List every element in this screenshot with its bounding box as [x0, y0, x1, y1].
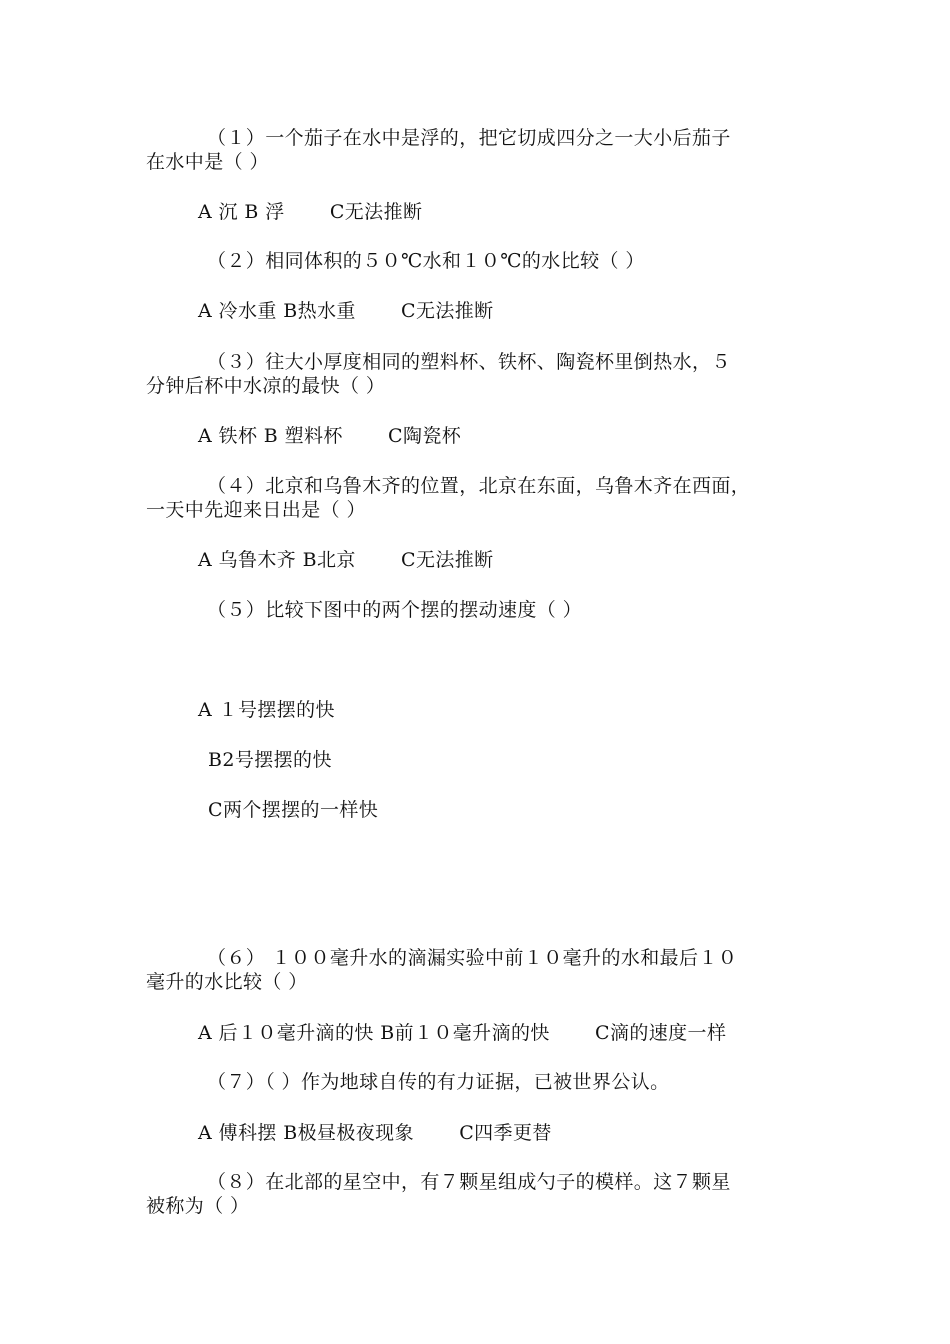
question-2-options: A 冷水重 B热水重 C无法推断 — [198, 300, 494, 322]
question-5-option-b: B2号摆摆的快 — [208, 749, 332, 771]
question-3-options: A 铁杯 B 塑料杯 C陶瓷杯 — [198, 425, 462, 447]
question-5-option-a: A １号摆摆的快 — [198, 699, 335, 721]
question-5-option-c: C两个摆摆的一样快 — [208, 799, 379, 821]
question-3-text-line-1: （３）往大小厚度相同的塑料杯、铁杯、陶瓷杯里倒热水，５ — [207, 351, 731, 373]
question-6-text-line-1: （６） １００毫升水的滴漏实验中前１０毫升的水和最后１０ — [207, 947, 738, 969]
question-8-text-line-1: （８）在北部的星空中，有７颗星组成勺子的模样。这７颗星 — [207, 1171, 731, 1193]
question-1-text-line-1: （１）一个茄子在水中是浮的，把它切成四分之一大小后茄子 — [207, 127, 731, 149]
question-4-text-line-1: （４）北京和乌鲁木齐的位置，北京在东面，乌鲁木齐在西面， — [207, 475, 751, 497]
question-7-options: A 傅科摆 B极昼极夜现象 C四季更替 — [198, 1122, 552, 1144]
question-3-text-line-2: 分钟后杯中水凉的最快（ ） — [146, 375, 386, 397]
question-6-options: A 后１０毫升滴的快 B前１０毫升滴的快 C滴的速度一样 — [198, 1022, 727, 1044]
question-1-text-line-2: 在水中是（ ） — [146, 151, 269, 173]
question-5-text: （５）比较下图中的两个摆的摆动速度（ ） — [207, 599, 583, 621]
question-7-text: （７）（ ）作为地球自传的有力证据，已被世界公认。 — [207, 1071, 670, 1093]
question-1-options: A 沉 B 浮 C无法推断 — [198, 201, 423, 223]
question-4-options: A 乌鲁木齐 B北京 C无法推断 — [198, 549, 494, 571]
question-6-text-line-2: 毫升的水比较（ ） — [146, 971, 308, 993]
question-2-text: （２）相同体积的５０℃水和１０℃的水比较（ ） — [207, 250, 645, 272]
question-8-text-line-2: 被称为（ ） — [146, 1195, 250, 1217]
question-4-text-line-2: 一天中先迎来日出是（ ） — [146, 499, 366, 521]
